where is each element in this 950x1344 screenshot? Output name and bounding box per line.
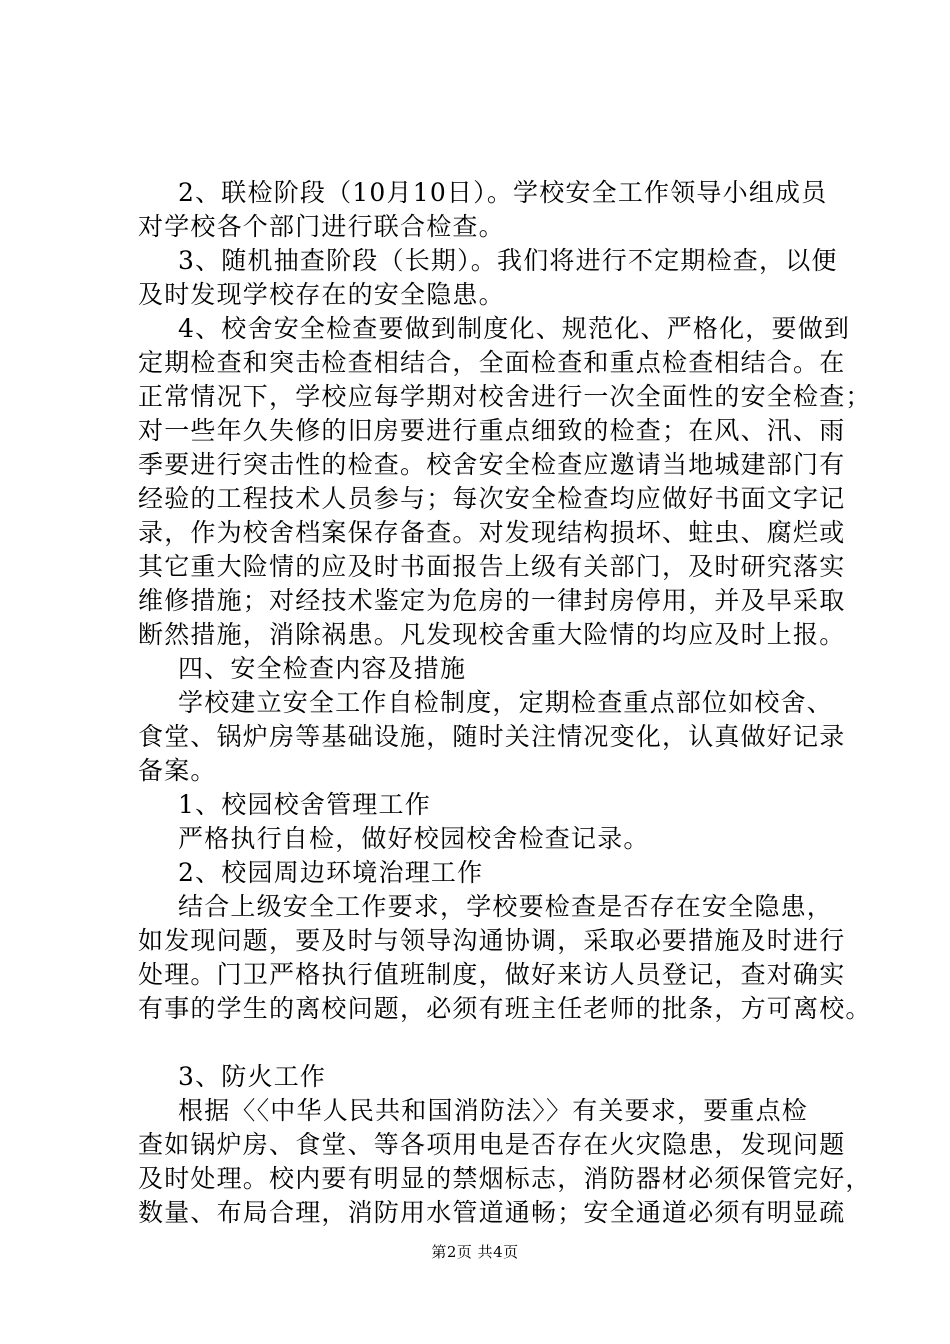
text-line: 断然措施，消除祸患。凡发现校舍重大险情的均应及时上报。 — [138, 620, 846, 649]
text-line: 学校建立安全工作自检制度，定期检查重点部位如校舍、 — [178, 688, 834, 717]
text-line: 对学校各个部门进行联合检查。 — [138, 212, 505, 241]
page-footer: 第2页 共4页 — [431, 1243, 519, 1261]
text-line: 录，作为校舍档案保存备查。对发现结构损坏、蛀虫、腐烂或 — [138, 518, 846, 547]
text-line: 备案。 — [138, 756, 217, 785]
text-line: 查如锅炉房、食堂、等各项用电是否存在火灾隐患，发现问题 — [138, 1130, 846, 1159]
text-line: 有事的学生的离校问题，必须有班主任老师的批条，方可离校。 — [138, 994, 872, 1023]
section-heading: 四、安全检查内容及措施 — [178, 654, 467, 683]
text-line: 及时处理。校内要有明显的禁烟标志，消防器材必须保管完好， — [138, 1164, 872, 1193]
text-line: 正常情况下，学校应每学期对校舍进行一次全面性的安全检查； — [138, 382, 872, 411]
text-line: 食堂、锅炉房等基础设施，随时关注情况变化，认真做好记录 — [138, 722, 846, 751]
text-line: 季要进行突击性的检查。校舍安全检查应邀请当地城建部门有 — [138, 450, 846, 479]
text-line: 2、联检阶段（10月10日）。学校安全工作领导小组成员 — [178, 178, 828, 207]
text-line: 根据〈〈中华人民共和国消防法〉〉有关要求，要重点检 — [178, 1096, 809, 1125]
text-line: 及时发现学校存在的安全隐患。 — [138, 280, 505, 309]
text-line: 3、随机抽查阶段（长期）。我们将进行不定期检查，以便 — [178, 246, 838, 275]
text-line: 定期检查和突击检查相结合，全面检查和重点检查相结合。在 — [138, 348, 846, 377]
text-line: 结合上级安全工作要求，学校要检查是否存在安全隐患， — [178, 892, 834, 921]
subsection-heading: 1、校园校舍管理工作 — [178, 790, 431, 819]
text-line: 严格执行自检，做好校园校舍检查记录。 — [178, 824, 650, 853]
text-line: 维修措施；对经技术鉴定为危房的一律封房停用，并及早采取 — [138, 586, 846, 615]
text-line: 其它重大险情的应及时书面报告上级有关部门，及时研究落实 — [138, 552, 846, 581]
subsection-heading: 2、校园周边环境治理工作 — [178, 858, 484, 887]
text-line: 经验的工程技术人员参与；每次安全检查均应做好书面文字记 — [138, 484, 846, 513]
subsection-heading: 3、防火工作 — [178, 1062, 327, 1091]
text-line: 处理。门卫严格执行值班制度，做好来访人员登记，查对确实 — [138, 960, 846, 989]
text-line: 数量、布局合理，消防用水管道通畅；安全通道必须有明显疏 — [138, 1198, 846, 1227]
text-line: 4、校舍安全检查要做到制度化、规范化、严格化，要做到 — [178, 314, 851, 343]
text-line: 对一些年久失修的旧房要进行重点细致的检查；在风、汛、雨 — [138, 416, 846, 445]
text-line: 如发现问题，要及时与领导沟通协调，采取必要措施及时进行 — [138, 926, 846, 955]
